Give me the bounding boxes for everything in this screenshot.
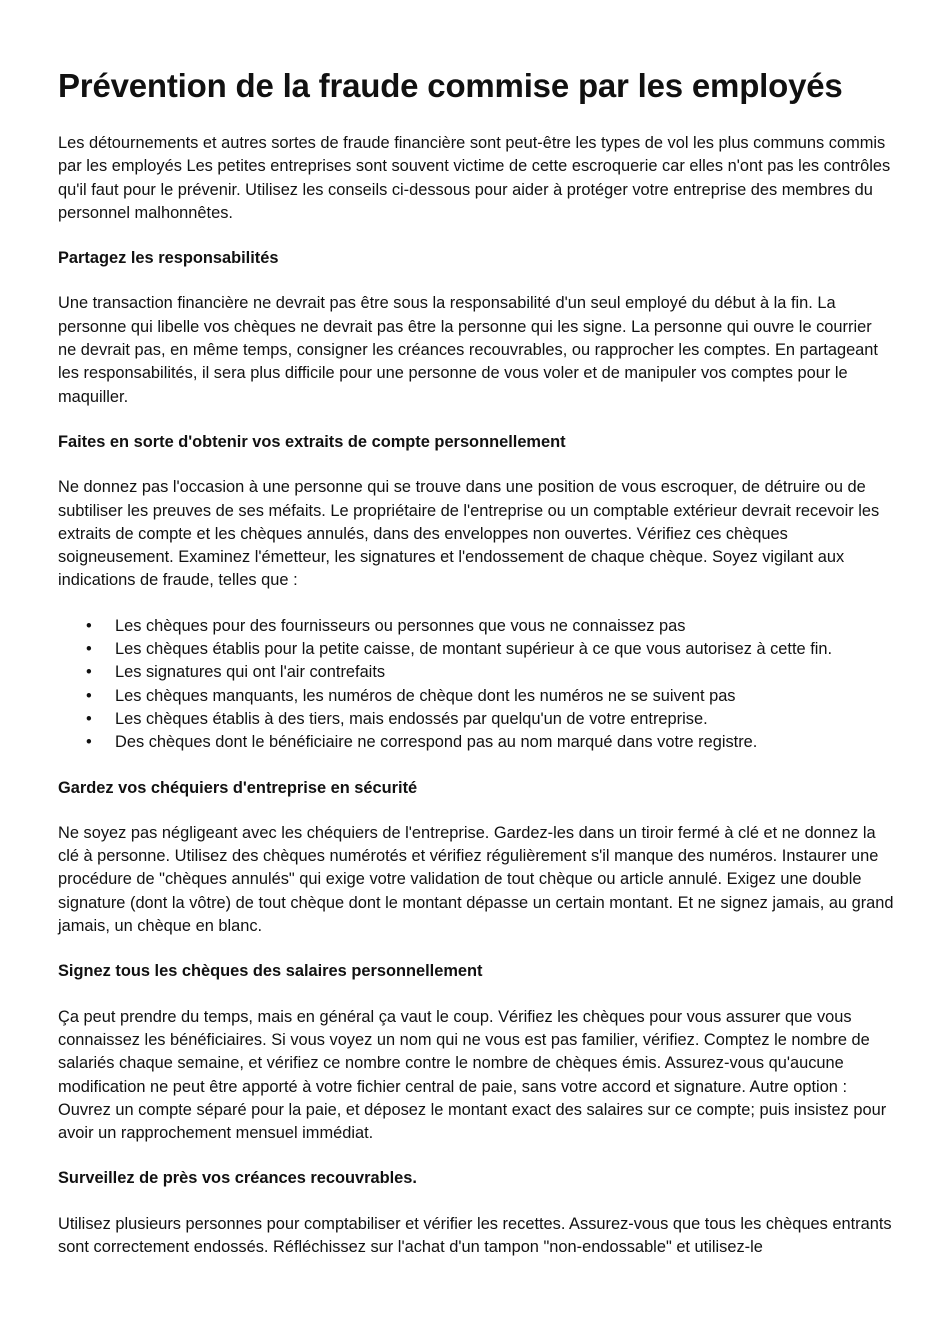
list-item-text: Les chèques établis pour la petite caisse, de montant supérieur à ce que vous autorisez à cette fin. xyxy=(115,640,833,659)
list-item-text: Les chèques manquants, les numéros de chèque dont les numéros ne se suivent pas xyxy=(115,686,736,705)
section-body-creances: Utilisez plusieurs personnes pour comptabiliser et vérifier les recettes. Assurez-vous que tous les chèques entrants sont correctement endossés. Réfléchissez sur l'achat d'un tampon "non-endossable" et utilisez-le xyxy=(58,1214,892,1256)
list-item xyxy=(86,731,894,754)
bullet-icon: • xyxy=(86,733,92,752)
list-item-text: Les chèques pour des fournisseurs ou personnes que vous ne connaissez pas xyxy=(115,616,686,635)
section-body-chequiers: Ne soyez pas négligeant avec les chéquiers de l'entreprise. Gardez-les dans un tiroir fermé à clé et ne donnez la clé à personne. Utilisez des chèques numérotés et vérifiez régulièrement s'il manque des numéros. Instaurer une procédure de "chèques annulés" qui exige votre validation de tout chèque ou article annulé. Exigez une double signature (dont la vôtre) de tout chèque dont le montant dépasse un certain montant. Et ne signez jamais, au grand jamais, un chèque en blanc. xyxy=(58,823,894,936)
bullet-icon: • xyxy=(86,616,92,635)
section-body-salaires: Ça peut prendre du temps, mais en général ça vaut le coup. Vérifiez les chèques pour vous assurer que vous connaissez les bénéficiaires. Si vous voyez un nom qui ne vous est pas familier, vérifiez. Comptez le nombre de salariés chaque semaine, et vérifiez ce nombre contre le nombre de chèques émis. Assurez-vous qu'aucune modification ne peut être apporté à votre fichier central de paie, sans votre accord et signature. Autre option : Ouvrez un compte séparé pour la paie, et déposez le montant exact des salaires sur ce compte; puis insistez pour avoir un rapprochement mensuel immédiat. xyxy=(58,1007,887,1143)
intro-paragraph: Les détournements et autres sortes de fraude financière sont peut-être les types de vol les plus communs commis par les employés Les petites entreprises sont souvent victime de cette escroquerie car elles n'ont pas les contrôles qu'il faut pour le prévenir. Utilisez les conseils ci-dessous pour aider à protéger votre entreprise des membres du personnel malhonnêtes. xyxy=(58,134,891,222)
list-item xyxy=(86,615,894,638)
section-heading-chequiers: Gardez vos chéquiers d'entreprise en sécurité xyxy=(58,778,418,797)
fraud-indicators-list xyxy=(58,615,894,755)
section-body-responsabilites: Une transaction financière ne devrait pas être sous la responsabilité d'un seul employé du début à la fin. La personne qui libelle vos chèques ne devrait pas être la personne qui les signe. La personne qui ouvre le courrier ne devrait pas, en même temps, consigner les créances recouvrables, ou rapprocher les comptes. En partageant les responsabilités, il sera plus difficile pour une personne de vous voler et de manipuler vos comptes pour le maquiller. xyxy=(58,294,878,406)
document-title: Prévention de la fraude commise par les employés xyxy=(58,67,843,104)
bullet-icon: • xyxy=(86,663,92,682)
list-item xyxy=(86,708,894,731)
list-item-text: Des chèques dont le bénéficiaire ne correspond pas au nom marqué dans votre registre. xyxy=(115,733,758,752)
list-item-text: Les signatures qui ont l'air contrefaits xyxy=(115,663,386,682)
section-heading-creances: Surveillez de près vos créances recouvrables. xyxy=(58,1169,417,1188)
bullet-icon: • xyxy=(86,709,92,728)
bullet-icon: • xyxy=(86,686,92,705)
list-item xyxy=(86,685,894,708)
list-item-text: Les chèques établis à des tiers, mais endossés par quelqu'un de votre entreprise. xyxy=(115,709,708,728)
list-item xyxy=(86,638,894,661)
section-heading-responsabilites: Partagez les responsabilités xyxy=(58,249,279,268)
list-item xyxy=(86,661,894,684)
section-heading-extraits: Faites en sorte d'obtenir vos extraits de compte personnellement xyxy=(58,432,566,451)
bullet-icon: • xyxy=(86,640,92,659)
section-heading-salaires: Signez tous les chèques des salaires personnellement xyxy=(58,962,483,981)
section-body-extraits: Ne donnez pas l'occasion à une personne qui se trouve dans une position de vous escroquer, de détruire ou de subtiliser les preuves de ses méfaits. Le propriétaire de l'entreprise ou un comptable extérieur devrait recevoir les extraits de compte et les chèques annulés, dans des enveloppes non ouvertes. Vérifiez ces chèques soigneusement. Examinez l'émetteur, les signatures et l'endossement de chaque chèque. Soyez vigilant aux indications de fraude, telles que : xyxy=(58,478,880,590)
